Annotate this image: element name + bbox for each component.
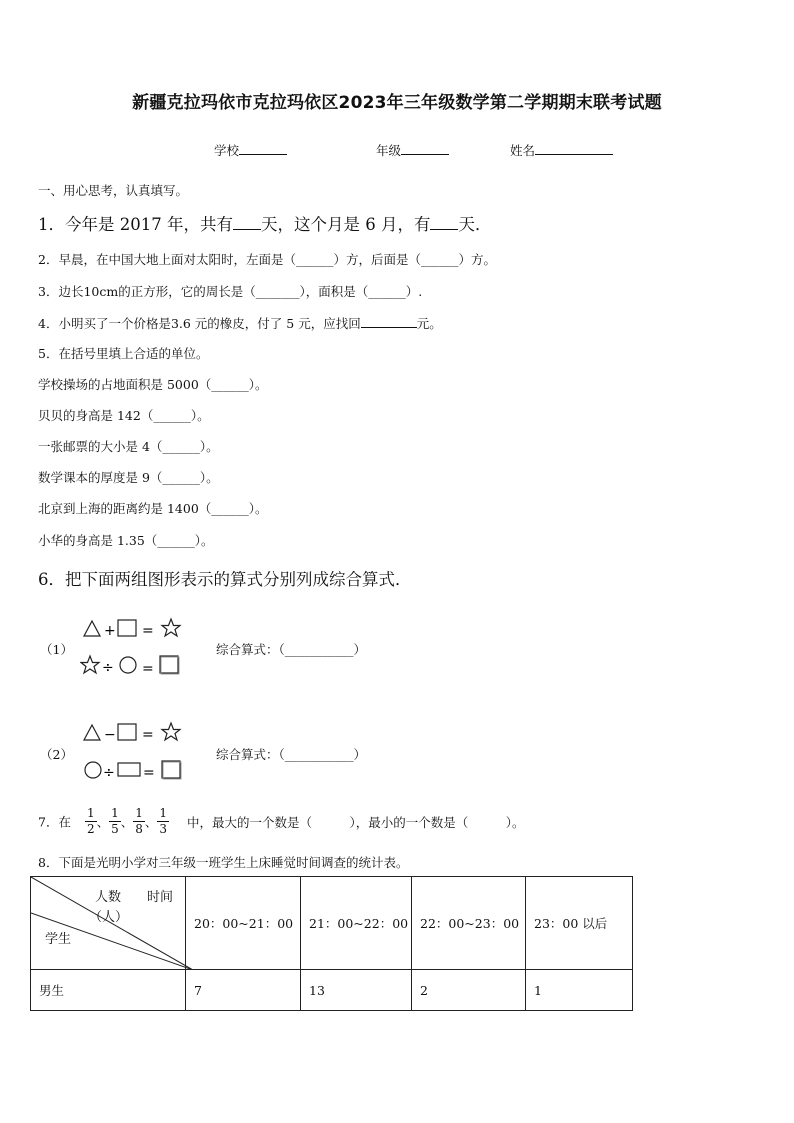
star-icon (81, 656, 99, 673)
table-header-row (31, 877, 633, 970)
column-header: 21：00~22：00 (301, 877, 412, 970)
square-icon (160, 656, 178, 673)
triangle-icon (84, 725, 100, 740)
question-1 (38, 211, 491, 235)
school-label: 学校 (214, 143, 240, 158)
rectangle-icon (118, 763, 140, 776)
section-heading: 一、用心思考，认真填写。 (38, 183, 189, 198)
triangle-icon (84, 621, 100, 636)
header-person-label: （人） (89, 910, 129, 925)
name-blank[interactable] (535, 142, 613, 155)
equals-sign: = (142, 623, 154, 639)
fraction (85, 806, 97, 837)
circle-icon (85, 762, 101, 778)
fraction-denominator: 8 (135, 822, 143, 836)
square-shadow (163, 762, 181, 779)
q6-answer-2[interactable]: 综合算式：（___________） (216, 747, 367, 762)
question-7 (38, 806, 525, 837)
minus-sign: − (104, 727, 116, 743)
star-icon (162, 619, 180, 636)
question-2: 2．早晨，在中国大地上面对太阳时，左面是（______）方，后面是（______）方。 (38, 252, 496, 267)
row-label: 男生 (31, 970, 186, 1011)
fraction (133, 806, 145, 837)
q4-text-b: 元。 (416, 316, 442, 331)
q7-prefix: 7．在 (38, 814, 71, 830)
page-title: 新疆克拉玛依市克拉玛依区2023年三年级数学第二学期期末联考试题 (132, 93, 662, 113)
question-3: 3．边长10cm的正方形，它的周长是（_______），面积是（______）. (38, 284, 423, 299)
fraction (157, 806, 169, 837)
square-icon (162, 761, 180, 778)
q1-text-a: 1．今年是 2017 年，共有 (38, 215, 233, 234)
equals-sign: = (142, 727, 154, 743)
grade-blank[interactable] (401, 142, 449, 155)
square-icon (118, 724, 136, 740)
fraction (109, 806, 121, 837)
school-field (214, 141, 287, 159)
divide-sign: ÷ (102, 660, 114, 676)
question-4 (38, 313, 442, 332)
column-header: 20：00~21：00 (186, 877, 301, 970)
table-cell: 13 (301, 970, 412, 1011)
q5-item: 北京到上海的距离约是 1400（______）。 (38, 501, 268, 516)
fraction-denominator: 5 (111, 822, 119, 836)
q5-item: 学校操场的占地面积是 5000（______）。 (38, 377, 268, 392)
equals-sign: = (143, 765, 155, 781)
circle-icon (120, 657, 136, 673)
q5-item: 小华的身高是 1.35（______）。 (38, 533, 214, 548)
survey-table (30, 876, 633, 1011)
table-diagonal-header (31, 877, 186, 970)
name-field (510, 141, 613, 159)
square-shadow (161, 657, 179, 674)
plus-sign: + (104, 623, 116, 639)
table-row (31, 970, 633, 1011)
square-icon (118, 620, 136, 636)
q5-item: 贝贝的身高是 142（______）。 (38, 408, 210, 423)
column-header: 22：00~23：00 (412, 877, 526, 970)
header-count-label: 人数 (95, 890, 122, 905)
q1-text-b: 天，这个月是 6 月，有 (260, 215, 431, 234)
fraction-numerator: 1 (159, 806, 168, 820)
q4-text-a: 4．小明买了一个价格是3.6 元的橡皮，付了 5 元，应找回 (38, 316, 361, 331)
question-5: 5．在括号里填上合适的单位。 (38, 346, 209, 361)
header-time-label: 时间 (147, 890, 174, 905)
name-label: 姓名 (510, 143, 536, 158)
table-cell: 7 (186, 970, 301, 1011)
q5-item: 数学课本的厚度是 9（______）。 (38, 470, 219, 485)
q7-suffix: 中，最大的一个数是（ ），最小的一个数是（ ）。 (187, 814, 525, 830)
q6-group-2-label: （2） (40, 747, 73, 762)
q6-group-1-label: （1） (40, 642, 73, 657)
fraction-denominator: 3 (159, 822, 168, 836)
q6-group-1-figure (80, 616, 190, 682)
fraction-denominator: 2 (86, 822, 95, 836)
q4-blank[interactable] (361, 313, 417, 328)
fraction-numerator: 1 (86, 806, 95, 820)
divide-sign: ÷ (103, 765, 115, 781)
q1-text-c: 天． (458, 215, 492, 234)
q6-answer-1[interactable]: 综合算式：（___________） (216, 642, 367, 657)
column-header: 23：00 以后 (526, 877, 633, 970)
separator: 、 (144, 814, 158, 830)
question-6: 6．把下面两组图形表示的算式分别列成综合算式． (38, 570, 412, 589)
equals-sign: = (142, 661, 154, 677)
q1-blank-2[interactable] (430, 213, 458, 230)
star-icon (162, 723, 180, 740)
q1-blank-1[interactable] (233, 213, 261, 230)
table-cell: 2 (412, 970, 526, 1011)
separator: 、 (120, 814, 134, 830)
fraction-numerator: 1 (135, 806, 143, 820)
q5-item: 一张邮票的大小是 4（______）。 (38, 439, 219, 454)
grade-label: 年级 (376, 143, 402, 158)
grade-field (376, 141, 449, 159)
separator: 、 (96, 814, 110, 830)
fraction-numerator: 1 (111, 806, 119, 820)
school-blank[interactable] (239, 142, 287, 155)
table-cell: 1 (526, 970, 633, 1011)
question-8: 8．下面是光明小学对三年级一班学生上床睡觉时间调查的统计表。 (38, 855, 409, 870)
q6-group-2-figure (80, 720, 190, 786)
header-student-label: 学生 (45, 932, 72, 947)
